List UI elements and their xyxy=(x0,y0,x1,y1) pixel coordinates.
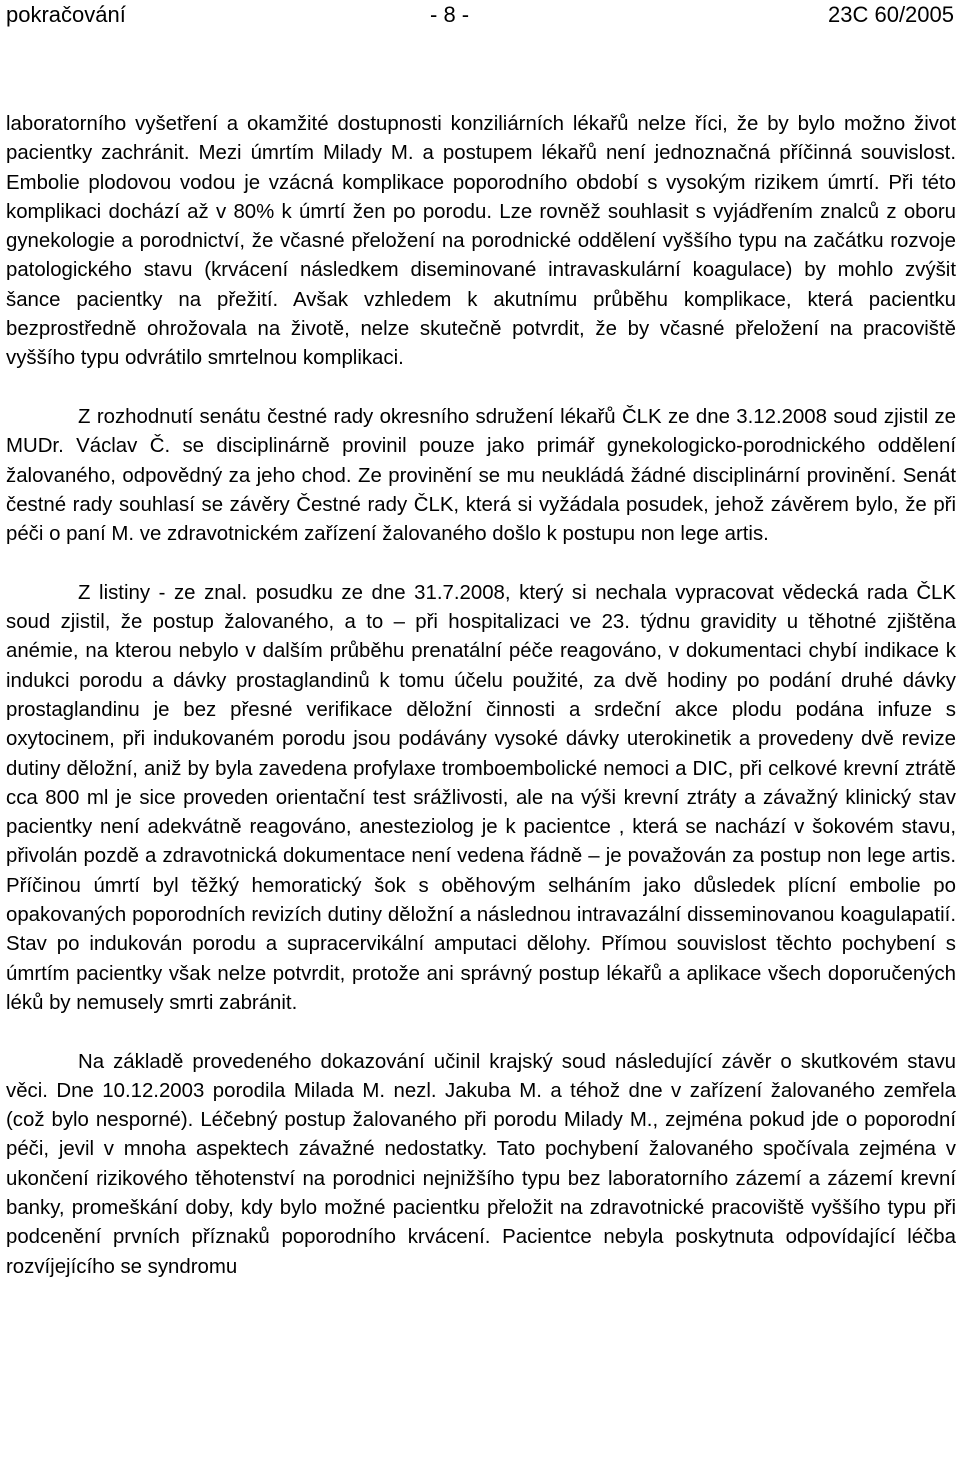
header-continuation-label: pokračování xyxy=(6,2,126,27)
paragraph-court-conclusion: Na základě provedeného dokazování učinil krajský soud následující závěr o skutkovém stavu věci. Dne 10.12.2003 porodila Milada M. nezl. Jakuba M. a téhož dne v zařízení žalovaného zemřela (což bylo nesporné). Léčebný postup žalovaného při porodu Milady M., zejména pokud jde o poporodní péči, jevil v mnoha aspektech závažné nedostatky. Tato pochybení žalovaného spočívala zejména v ukončení rizikového těhotenství na porodnici nejnižšího typu bez laboratorního zázemí a zázemí krevní banky, promeškání doby, kdy bylo možné pacientku přeložit na zdravotnické pracoviště vyššího typu při podcenění prvních příznaků poporodního krvácení. Pacientce nebyla poskytnuta odpovídající léčba rozvíjejícího se syndromu xyxy=(6,1050,956,1278)
header-case-number: 23C 60/2005 xyxy=(828,2,954,27)
header-page-number: - 8 - xyxy=(430,2,470,27)
page-header xyxy=(0,0,960,30)
paragraph-honor-council-decision: Z rozhodnutí senátu čestné rady okresního sdružení lékařů ČLK ze dne 3.12.2008 soud zjistil ze MUDr. Václav Č. se disciplinárně provinil pouze jako primář gynekologicko-porodnického oddělení žalovaného, odpovědný za jeho chod. Ze provinění se mu neukládá žádné disciplinární provinění. Senát čestné rady souhlasí se závěry Čestné rady ČLK, která si vyžádala posudek, jehož závěrem bylo, že při péči o paní M. ve zdravotnickém zařízení žalovaného došlo k postupu non lege artis. xyxy=(6,405,956,546)
paragraph-expert-opinion: Z listiny - ze znal. posudku ze dne 31.7.2008, který si nechala vypracovat vědecká rada ČLK soud zjistil, že postup žalovaného, a to – při hospitalizaci ve 23. týdnu gravidity u těhotné zjištěna anémie, na kterou nebylo v dalším průběhu prenatální péče reagováno, v dokumentaci chybí indikace k indukci porodu a dávky prostaglandinů k tomu účelu použité, za dvě hodiny po podání druhé dávky prostaglandinu je bez přesné verifikace děložní činnosti a srdeční akce plodu podána infuze s oxytocinem, při indukovaném porodu jsou podávány vysoké dávky uterokinetik a provedeny dvě revize dutiny děložní, aniž by byla zavedena profylaxe tromboembolické nemoci a DIC, při celkové krevní ztrátě cca 800 ml je sice proveden orientační test srážlivosti, ale na výši krevní ztráty a závažný klinický stav pacientky není adekvátně reagováno, anesteziolog je k pacientce , která se nachází v šokovém stavu, přivolán pozdě a zdravotnická dokumentace není vedena řádně – je považován za postup non lege artis. Příčinou úmrtí byl těžký hemoratický šok s oběhovým selháním jako důsledek plícní embolie po opakovaných poporodních revizích dutiny děložní a následnou intravazální disseminovanou koagulapatií. Stav po indukován porodu a supracervikální amputaci dělohy. Přímou souvislost těchto pochybení s úmrtím pacientky však nelze potvrdit, protože ani správný postup lékařů a aplikace všech doporučených léků by nemusely smrti zabránit. xyxy=(6,581,956,1014)
paragraph-continuation: laboratorního vyšetření a okamžité dostupnosti konziliárních lékařů nelze říci, že by bylo možno život pacientky zachránit. Mezi úmrtím Milady M. a postupem lékařů není jednoznačná příčinná souvislost. Embolie plodovou vodou je vzácná komplikace poporodního období s vysokým rizikem úmrtí. Při této komplikaci dochází až v 80% k úmrtí žen po porodu. Lze rovněž souhlasit s vyjádřením znalců z oboru gynekologie a porodnictví, že včasné přeložení na porodnické oddělení vyššího typu na začátku rozvoje patologického stavu (krvácení následkem diseminované intravaskulární koagulace) by mohlo zvýšit šance pacientky na přežití. Avšak vzhledem k akutnímu průběhu komplikace, která pacientku bezprostředně ohrožovala na životě, nelze skutečně potvrdit, že by včasné přeložení na pracoviště vyššího typu odvrátilo smrtelnou komplikaci. xyxy=(6,113,956,370)
document-body xyxy=(6,110,956,1282)
